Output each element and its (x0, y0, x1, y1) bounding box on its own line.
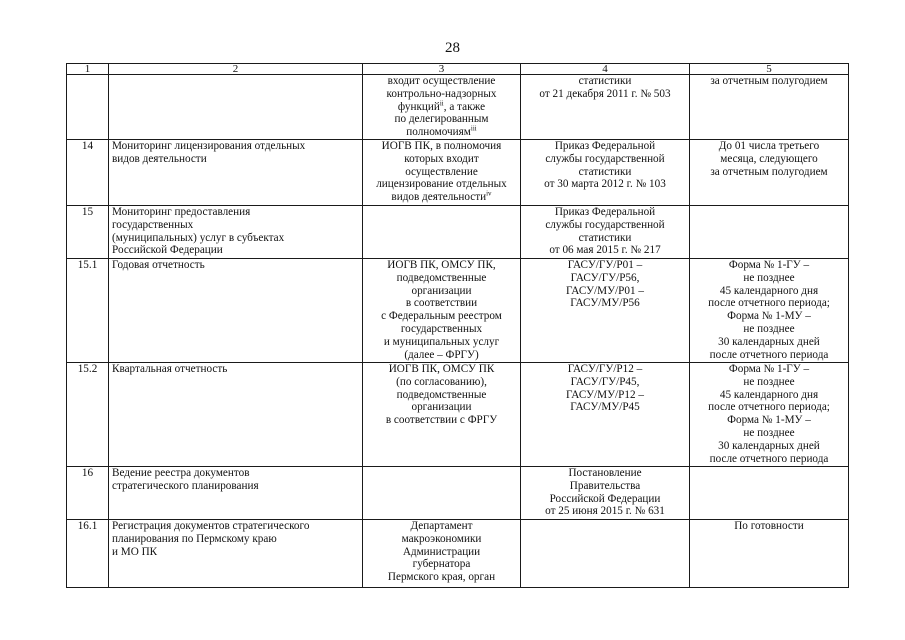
cell-num: 16 (67, 466, 109, 519)
cell-name: Квартальная отчетность (109, 362, 363, 466)
monitoring-table (66, 63, 849, 588)
cell-basis: ГАСУ/ГУ/Р01 – ГАСУ/ГУ/Р56, ГАСУ/МУ/Р01 – ГАСУ/МУ/Р56 (521, 258, 690, 362)
header-col-1: 1 (67, 64, 109, 75)
header-col-4: 4 (521, 64, 690, 75)
cell-executor (363, 205, 521, 258)
cell-num: 15.1 (67, 258, 109, 362)
cell-executor: ИОГВ ПК, ОМСУ ПК (по согласованию), подведомственные организации в соответствии с ФРГУ (363, 362, 521, 466)
cell-executor: входит осуществление контрольно-надзорных функций$^{ii}$, а также по делегированным полномочиям$^{iii}$ (363, 75, 521, 140)
page-number: 28 (445, 40, 460, 56)
cell-executor: ИОГВ ПК, в полномочия которых входит осуществление лицензирование отдельных видов деятельности$^{iv}$ (363, 139, 521, 205)
cell-basis (521, 519, 690, 587)
cell-num (67, 75, 109, 140)
cell-executor: Департамент макроэкономики Администрации губернатора Пермского края, орган (363, 519, 521, 587)
cell-basis: статистики от 21 декабря 2011 г. № 503 (521, 75, 690, 140)
cell-name: Годовая отчетность (109, 258, 363, 362)
cell-num: 15 (67, 205, 109, 258)
header-col-5: 5 (690, 64, 849, 75)
cell-name: Ведение реестра документов стратегического планирования (109, 466, 363, 519)
header-col-2: 2 (109, 64, 363, 75)
cell-deadline: По готовности (690, 519, 849, 587)
cell-deadline: До 01 числа третьего месяца, следующего за отчетным полугодием (690, 139, 849, 205)
cell-executor (363, 466, 521, 519)
cell-basis: ГАСУ/ГУ/Р12 – ГАСУ/ГУ/Р45, ГАСУ/МУ/Р12 – ГАСУ/МУ/Р45 (521, 362, 690, 466)
cell-deadline: Форма № 1-ГУ – не позднее 45 календарного дня после отчетного периода; Форма № 1-МУ – не позднее 30 календарных дней после отчетного периода (690, 362, 849, 466)
cell-num: 14 (67, 139, 109, 205)
cell-deadline (690, 205, 849, 258)
cell-basis: Постановление Правительства Российской Федерации от 25 июня 2015 г. № 631 (521, 466, 690, 519)
table-row-15-2 (67, 362, 849, 466)
table-row-15-1 (67, 258, 849, 362)
cell-basis: Приказ Федеральной службы государственной статистики от 30 марта 2012 г. № 103 (521, 139, 690, 205)
table-row-14 (67, 139, 849, 205)
cell-name: Мониторинг лицензирования отдельных видов деятельности (109, 139, 363, 205)
header-row (67, 64, 849, 75)
cell-deadline: за отчетным полугодием (690, 75, 849, 140)
cell-num: 15.2 (67, 362, 109, 466)
cell-name (109, 75, 363, 140)
cell-name: Мониторинг предоставления государственных (муниципальных) услуг в субъектах Российской Федерации (109, 205, 363, 258)
cell-num: 16.1 (67, 519, 109, 587)
table-row-16 (67, 466, 849, 519)
header-col-3: 3 (363, 64, 521, 75)
table-row-16-1 (67, 519, 849, 587)
cell-basis: Приказ Федеральной службы государственной статистики от 06 мая 2015 г. № 217 (521, 205, 690, 258)
cell-deadline (690, 466, 849, 519)
table-row-15 (67, 205, 849, 258)
table-row-continuation (67, 75, 849, 140)
cell-executor: ИОГВ ПК, ОМСУ ПК, подведомственные организации в соответствии с Федеральным реестром государственных и муниципальных услуг (далее – ФРГУ) (363, 258, 521, 362)
cell-name: Регистрация документов стратегического планирования по Пермскому краю и МО ПК (109, 519, 363, 587)
cell-deadline: Форма № 1-ГУ – не позднее 45 календарного дня после отчетного периода; Форма № 1-МУ – не позднее 30 календарных дней после отчетного периода (690, 258, 849, 362)
